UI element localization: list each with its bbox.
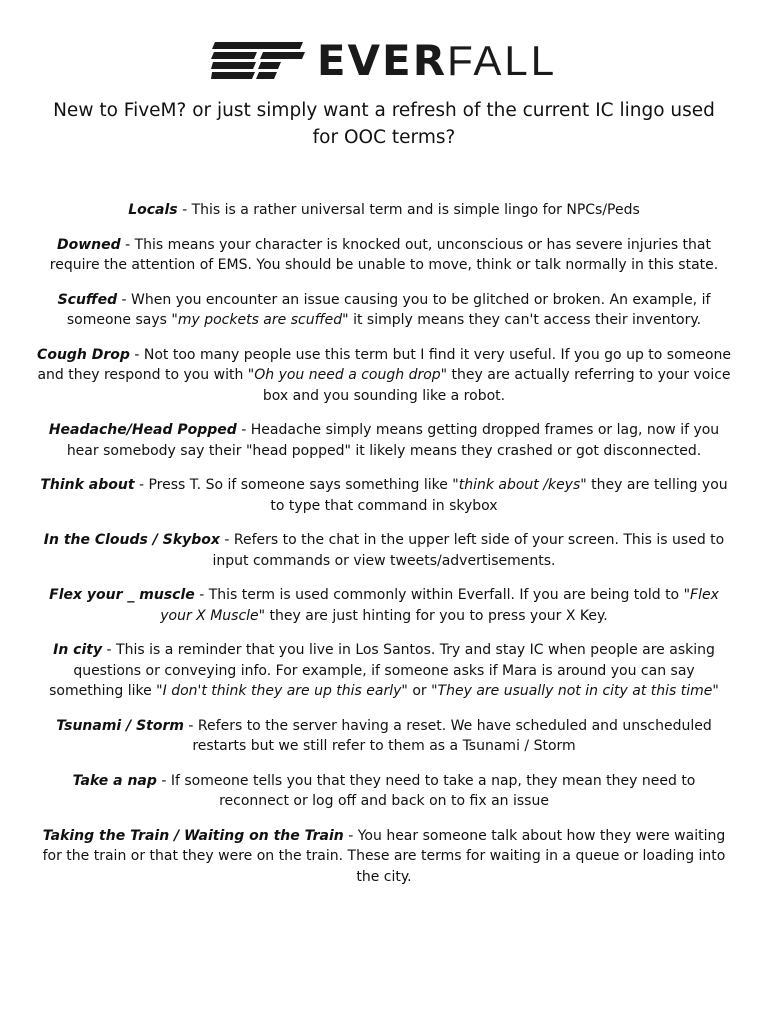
glossary-entry-in-city	[36, 640, 732, 702]
term-definition: - When you encounter an issue causing you to be glitched or broken. An example, if someone says	[66, 291, 711, 328]
term-definition: - If someone tells you that they need to take a nap, they mean they need to reconnect or log off and back on to fix an issue	[156, 772, 696, 809]
term-example-quote: "think about /keys"	[452, 477, 587, 493]
glossary-entry-locals	[36, 200, 732, 221]
glossary-entry-downed	[36, 235, 732, 276]
term-definition: or	[407, 683, 432, 699]
logo-text-bold: EVER	[316, 36, 448, 85]
everfall-emblem-icon	[211, 42, 309, 80]
glossary-entry-skybox	[36, 530, 732, 571]
term-name: Downed	[57, 236, 121, 253]
term-definition: it simply means they can't access their inventory.	[348, 312, 702, 328]
glossary-list	[36, 200, 732, 901]
term-definition: they are actually referring to your voice box and you sounding like a robot.	[262, 367, 731, 404]
intro-heading: New to FiveM? or just simply want a refresh of the current IC lingo used for OOC terms?	[53, 100, 715, 148]
glossary-entry-scuffed	[36, 290, 732, 331]
term-example-quote: "Flex your X Muscle"	[160, 587, 719, 624]
glossary-entry-cough-drop	[36, 345, 732, 407]
term-name: In the Clouds / Skybox	[43, 532, 220, 548]
logo-text-thin: FALL	[447, 37, 558, 84]
everfall-logo	[0, 38, 768, 84]
glossary-entry-flex-muscle	[36, 585, 732, 626]
term-definition: - Refers to the chat in the upper left side of your screen. This is used to input commands or view tweets/advertisements.	[212, 532, 725, 569]
term-definition: they are just hinting for you to press your X Key.	[265, 607, 608, 624]
glossary-entry-tsunami	[36, 716, 732, 757]
term-name: Think about	[40, 477, 135, 493]
term-example-quote: "my pockets are scuffed"	[171, 312, 349, 328]
term-name: In city	[53, 642, 103, 658]
term-name: Taking the Train / Waiting on the Train	[42, 827, 344, 844]
term-example-quote: "They are usually not in city at this time"	[431, 683, 719, 699]
term-definition: - This term is used commonly within Everfall. If you are being told to	[194, 587, 684, 603]
term-name: Flex your _ muscle	[49, 587, 195, 603]
term-definition: they are telling you to type that command in skybox	[270, 477, 728, 514]
term-example-quote: "Oh you need a cough drop"	[247, 367, 448, 383]
term-name: Tsunami / Storm	[56, 717, 184, 734]
term-definition: - Press T. So if someone says something like	[134, 477, 453, 493]
term-definition: - You hear someone talk about how they were waiting for the train or that they were on the train. These are terms for waiting in a queue or loading into the city.	[42, 827, 726, 885]
glossary-entry-train	[36, 826, 732, 888]
term-definition: - This is a rather universal term and is simple lingo for NPCs/Peds	[177, 202, 640, 218]
term-definition: - This means your character is knocked out, unconscious or has severe injuries that require the attention of EMS. You should be unable to move, think or talk normally in this state.	[49, 236, 719, 273]
term-name: Scuffed	[57, 291, 118, 308]
logo-wordmark	[316, 36, 558, 85]
term-definition: - Not too many people use this term but I find it very useful. If you go up to someone and they respond to you with	[37, 346, 731, 383]
term-example-quote: "I don't think they are up this early"	[156, 683, 408, 699]
term-definition: - Headache simply means getting dropped frames or lag, now if you hear somebody say their "head popped" it likely means they crashed or got disconnected.	[66, 422, 720, 459]
term-name: Headache/Head Popped	[48, 422, 237, 438]
glossary-entry-take-a-nap	[36, 771, 732, 812]
glossary-entry-think-about	[36, 475, 732, 516]
term-name: Locals	[128, 202, 178, 218]
term-definition: - This is a reminder that you live in Los Santos. Try and stay IC when people are asking questions or conveying info. For example, if someone asks if Mara is around you can say something like	[49, 642, 715, 699]
glossary-entry-headache	[36, 420, 732, 461]
term-name: Take a nap	[72, 772, 157, 789]
term-name: Cough Drop	[37, 346, 130, 363]
term-definition: - Refers to the server having a reset. We have scheduled and unscheduled restarts but we still refer to them as a Tsunami / Storm	[183, 717, 712, 754]
